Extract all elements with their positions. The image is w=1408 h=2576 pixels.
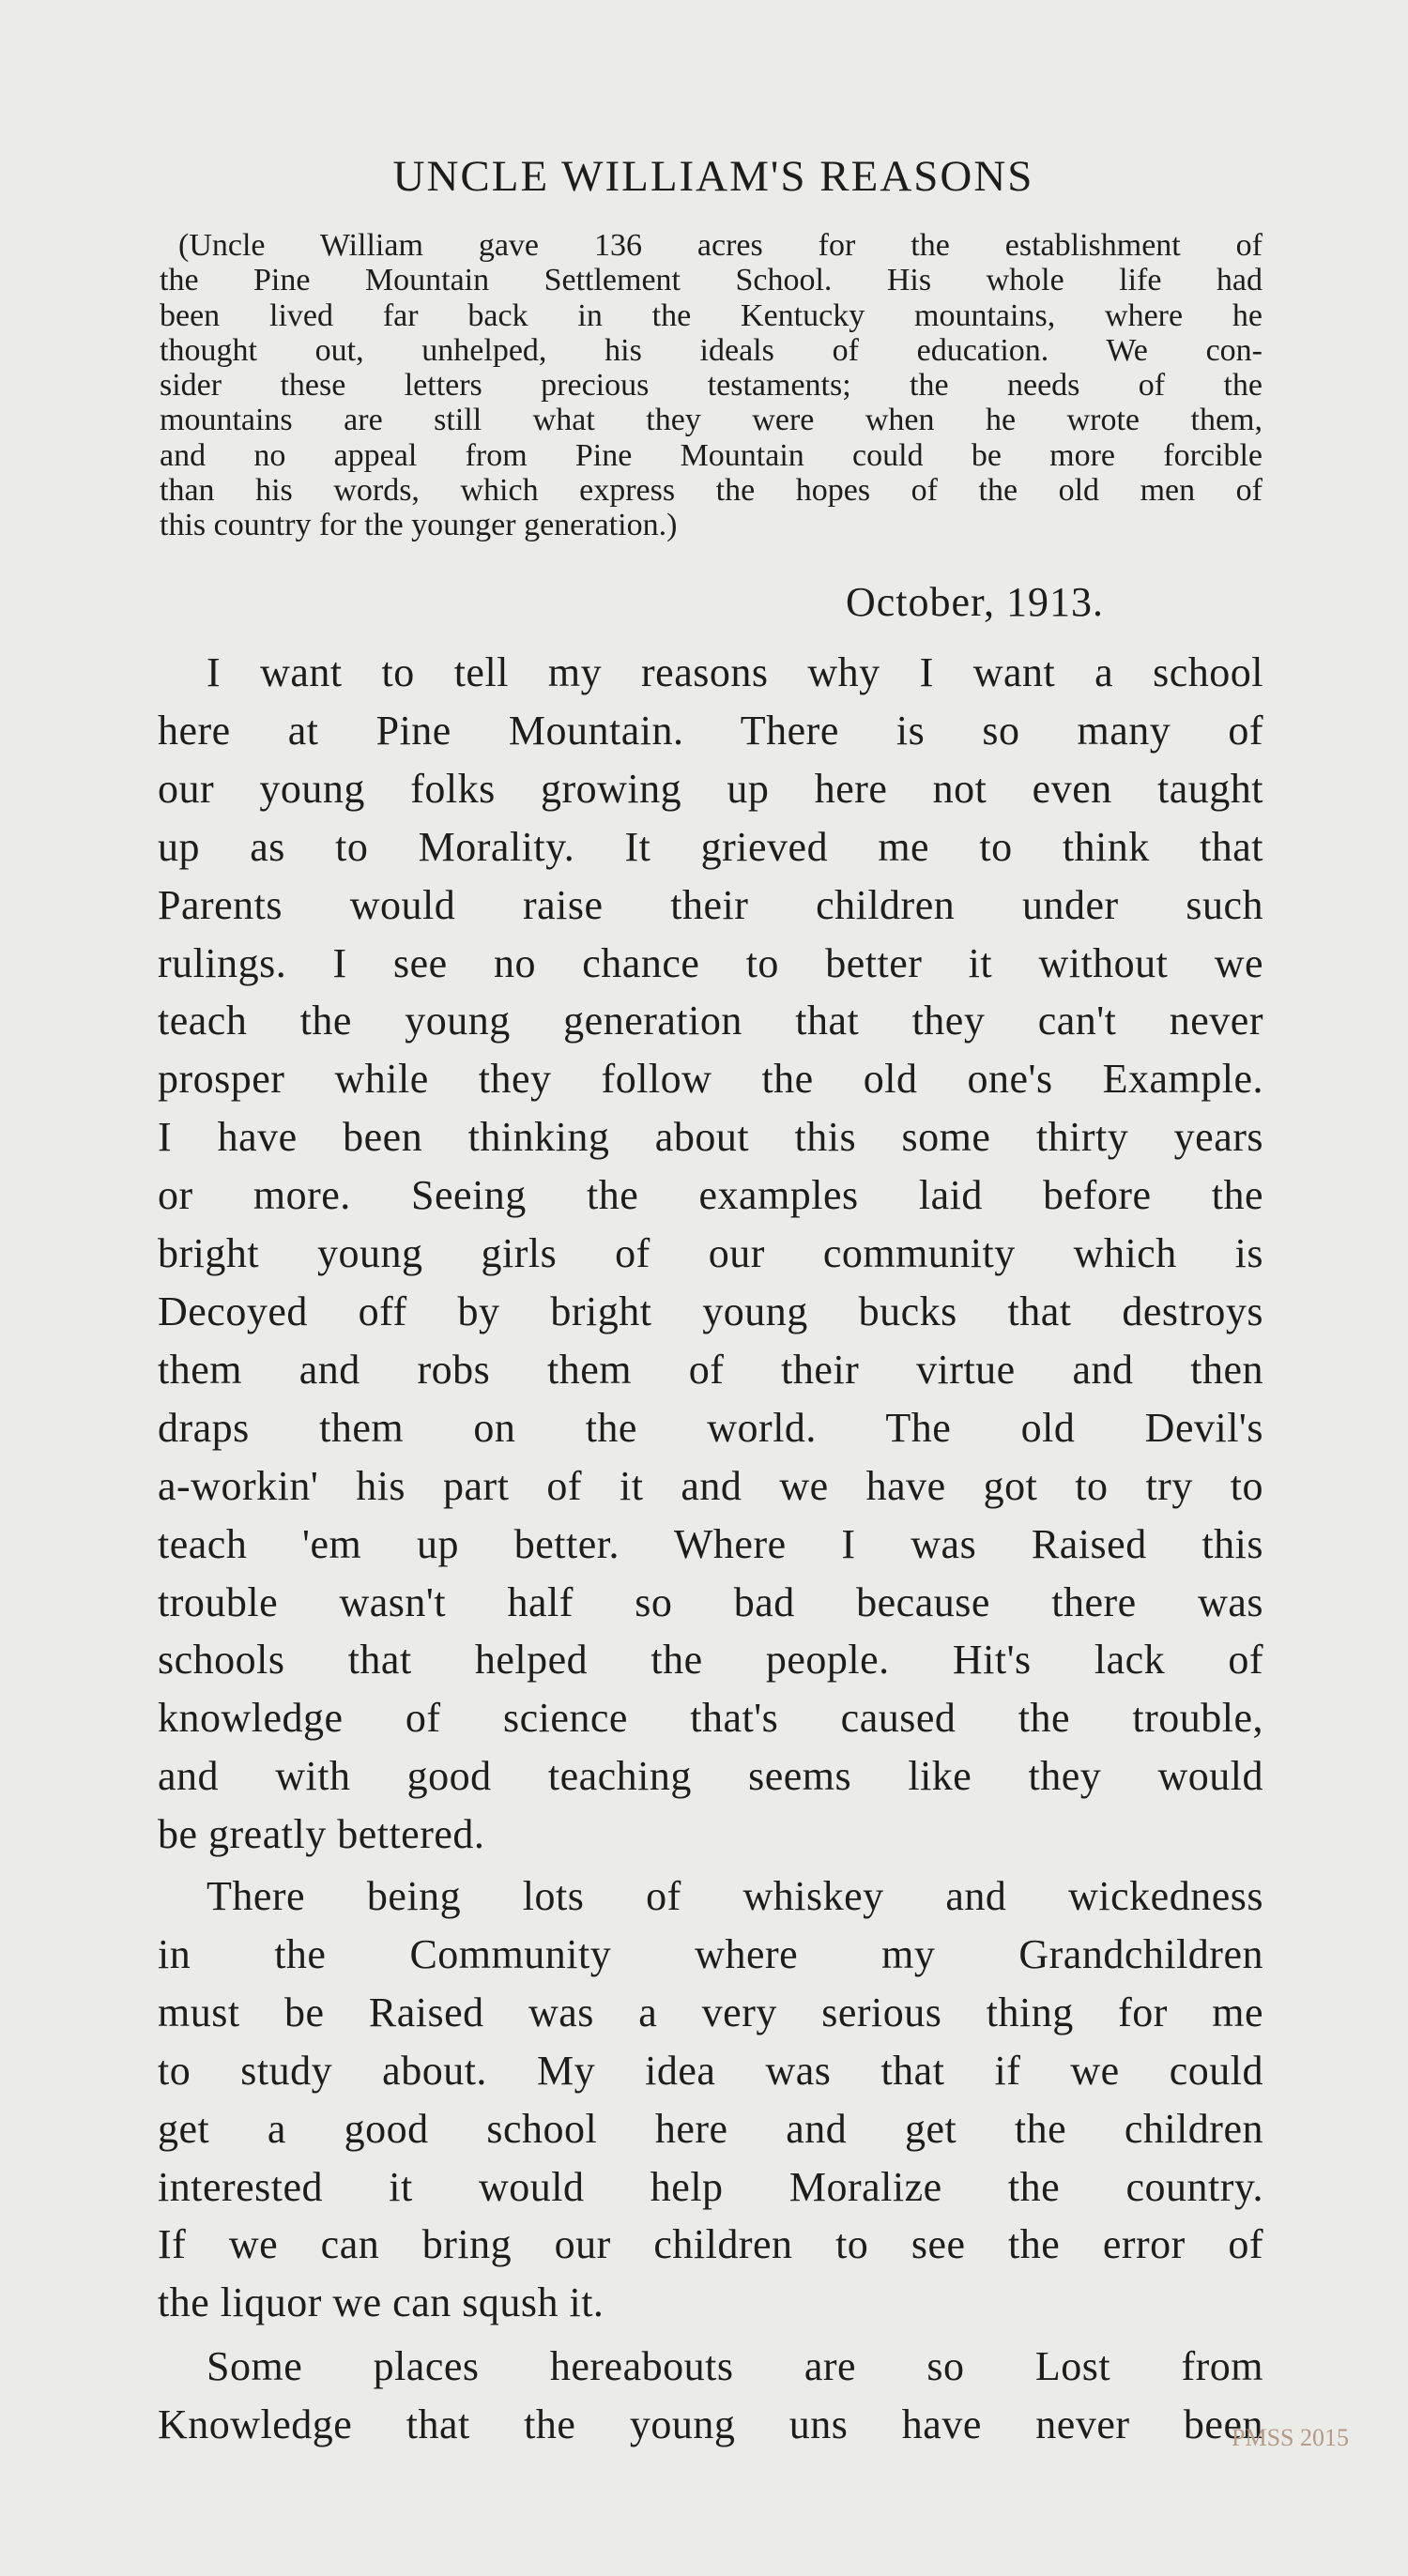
text-line: this country for the younger generation.) [160,508,678,543]
text-line: a-workin' his part of it and we have got to try to [158,1462,1263,1509]
text-line: mountains are still what they were when he wrote them, [160,403,1263,438]
text-line: our young folks growing up here not even taught [158,765,1263,812]
text-line: get a good school here and get the children [158,2105,1263,2152]
text-line: prosper while they follow the old one's Example. [158,1056,1263,1103]
text-line: draps them on the world. The old Devil's [158,1404,1263,1451]
text-line: been lived far back in the Kentucky mountains, where he [160,297,1263,333]
text-line: and with good teaching seems like they would [158,1753,1263,1800]
text-line: There being lots of whiskey and wickedness [207,1873,1263,1919]
text-line: schools that helped the people. Hit's lack of [158,1637,1263,1684]
text-line: must be Raised was a very serious thing for me [158,1989,1263,2035]
text-line: and no appeal from Pine Mountain could be more forcible [160,437,1263,473]
text-line: to study about. My idea was that if we could [158,2047,1263,2094]
text-line: thought out, unhelped, his ideals of education. We con- [160,332,1263,368]
text-line: interested it would help Moralize the country. [158,2163,1263,2210]
letter-paragraph-1 [158,644,1263,1864]
text-line: in the Community where my Grandchildren [158,1930,1263,1977]
text-line: I have been thinking about this some thirty years [158,1114,1263,1161]
text-line: knowledge of science that's caused the trouble, [158,1695,1263,1742]
text-line: Some places hereabouts are so Lost from [207,2343,1263,2389]
text-line: here at Pine Mountain. There is so many of [158,707,1263,754]
text-line: Decoyed off by bright young bucks that destroys [158,1288,1263,1334]
text-line: Knowledge that the young uns have never been [158,2401,1263,2447]
text-line: I want to tell my reasons why I want a school [207,649,1263,695]
page-title: UNCLE WILLIAM'S REASONS [392,152,1034,201]
letter-date: October, 1913. [846,579,1104,625]
text-line: Parents would raise their children under such [158,881,1263,928]
text-line: (Uncle William gave 136 acres for the establishment of [178,228,1263,263]
letter-paragraph-3 [158,2338,1263,2454]
text-line: the Pine Mountain Settlement School. His whole life had [160,263,1263,298]
text-line: than his words, which express the hopes of the old men of [160,473,1263,509]
text-line: or more. Seeing the examples laid before the [158,1172,1263,1219]
text-line: be greatly bettered. [158,1811,485,1858]
archive-watermark: PMSS 2015 [1232,2424,1349,2451]
text-line: trouble wasn't half so bad because there was [158,1578,1263,1625]
text-line: them and robs them of their virtue and then [158,1346,1263,1393]
text-line: sider these letters precious testaments; the needs of the [160,368,1263,404]
text-line: up as to Morality. It grieved me to think that [158,823,1263,870]
text-line: If we can bring our children to see the error of [158,2221,1263,2268]
editorial-introduction [160,228,1263,543]
letter-paragraph-2 [158,1867,1263,2332]
text-line: teach 'em up better. Where I was Raised this [158,1520,1263,1567]
text-line: the liquor we can sqush it. [158,2279,605,2326]
text-line: teach the young generation that they can't never [158,998,1263,1044]
text-line: rulings. I see no chance to better it without we [158,939,1263,986]
text-line: bright young girls of our community which is [158,1230,1263,1277]
